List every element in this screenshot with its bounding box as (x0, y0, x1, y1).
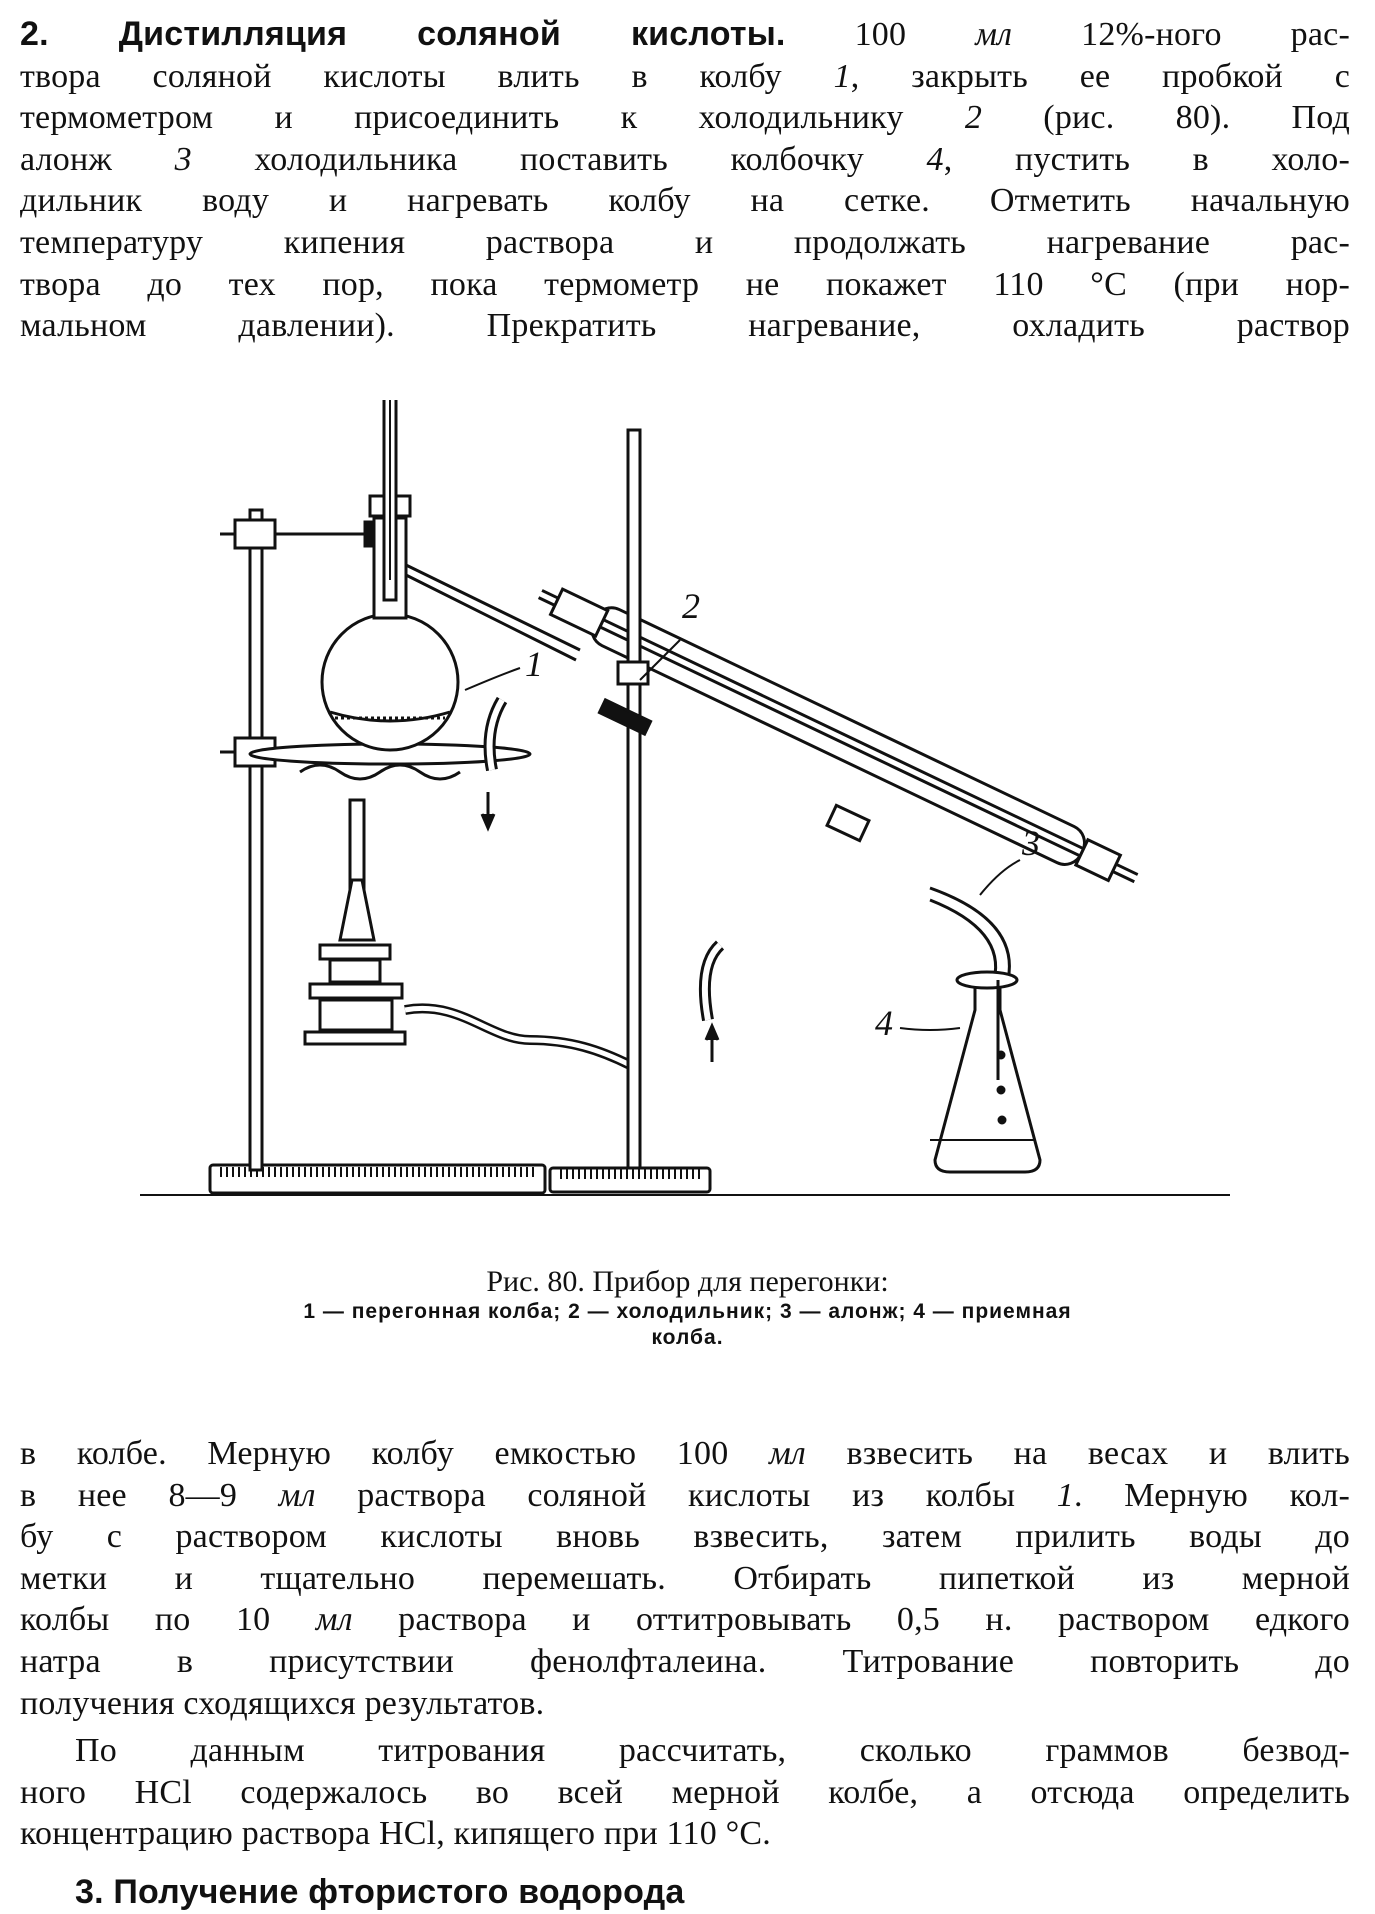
line-5: дильник воду и нагревать колбу на сетке. Отметить начальную (20, 182, 1350, 220)
top-paragraph (20, 14, 1350, 347)
line-5: колбы по 10 мл раствора и оттитровывать 0,5 н. раствором едкого (20, 1601, 1350, 1639)
line-2: в нее 8—9 мл раствора соляной кислоты из колбы 1. Мерную кол- (20, 1476, 1351, 1514)
caption-title: Рис. 80. Прибор для перегонки: (486, 1265, 889, 1298)
caption-legend-line-1: 1 — перегонная колба; 2 — холодильник; 3 — алонж; 4 — приемная (303, 1300, 1072, 1323)
line-6: натра в присутствии фенолфталеина. Титрование повторить до (20, 1642, 1350, 1680)
label-4: 4 (875, 1003, 893, 1043)
line-3: концентрацию раствора HCl, кипящего при 110 °С. (20, 1815, 771, 1853)
line-3: бу с раствором кислоты вновь взвесить, затем прилить воды до (20, 1518, 1350, 1556)
figure-caption (60, 1265, 1315, 1351)
line-6: температуру кипения раствора и продолжать нагревание рас- (20, 223, 1350, 261)
label-3: 3 (1022, 823, 1040, 863)
line-4: метки и тщательно перемешать. Отбирать пипеткой из мерной (20, 1559, 1350, 1597)
distillation-apparatus-figure (130, 400, 1300, 1220)
caption-legend-line-2: колба. (651, 1326, 724, 1349)
bottom-paragraph (20, 1433, 1350, 1724)
line-2: твора соляной кислоты влить в колбу 1, закрыть ее пробкой с (20, 57, 1350, 95)
label-1: 1 (525, 644, 543, 684)
line-1: в колбе. Мерную колбу емкостью 100 мл взвесить на весах и влить (20, 1435, 1350, 1472)
section-heading: 2. Дистилляция соляной кислоты. (20, 15, 786, 53)
line-2: ного HCl содержалось во всей мерной колбе, а отсюда определить (20, 1773, 1350, 1811)
label-2: 2 (682, 586, 700, 626)
line-3: термометром и присоединить к холодильнику 2 (рис. 80). Под (20, 99, 1350, 137)
line-7: твора до тех пор, пока термометр не покажет 110 °С (при нор- (20, 265, 1350, 303)
line-1: По данным титрования рассчитать, сколько граммов безвод- (75, 1732, 1350, 1769)
line-7: получения сходящихся результатов. (20, 1684, 545, 1722)
final-paragraph (20, 1730, 1350, 1855)
line-4: алонж 3 холодильника поставить колбочку 4, пустить в холо- (20, 140, 1350, 178)
next-section-heading-cut: 3. Получение фтористого водорода (75, 1873, 685, 1911)
line-8: мальном давлении). Прекратить нагревание, охладить раствор (20, 307, 1350, 345)
line-1: 2. Дистилляция соляной кислоты. 100 мл 12%-ного рас- (20, 15, 1350, 53)
